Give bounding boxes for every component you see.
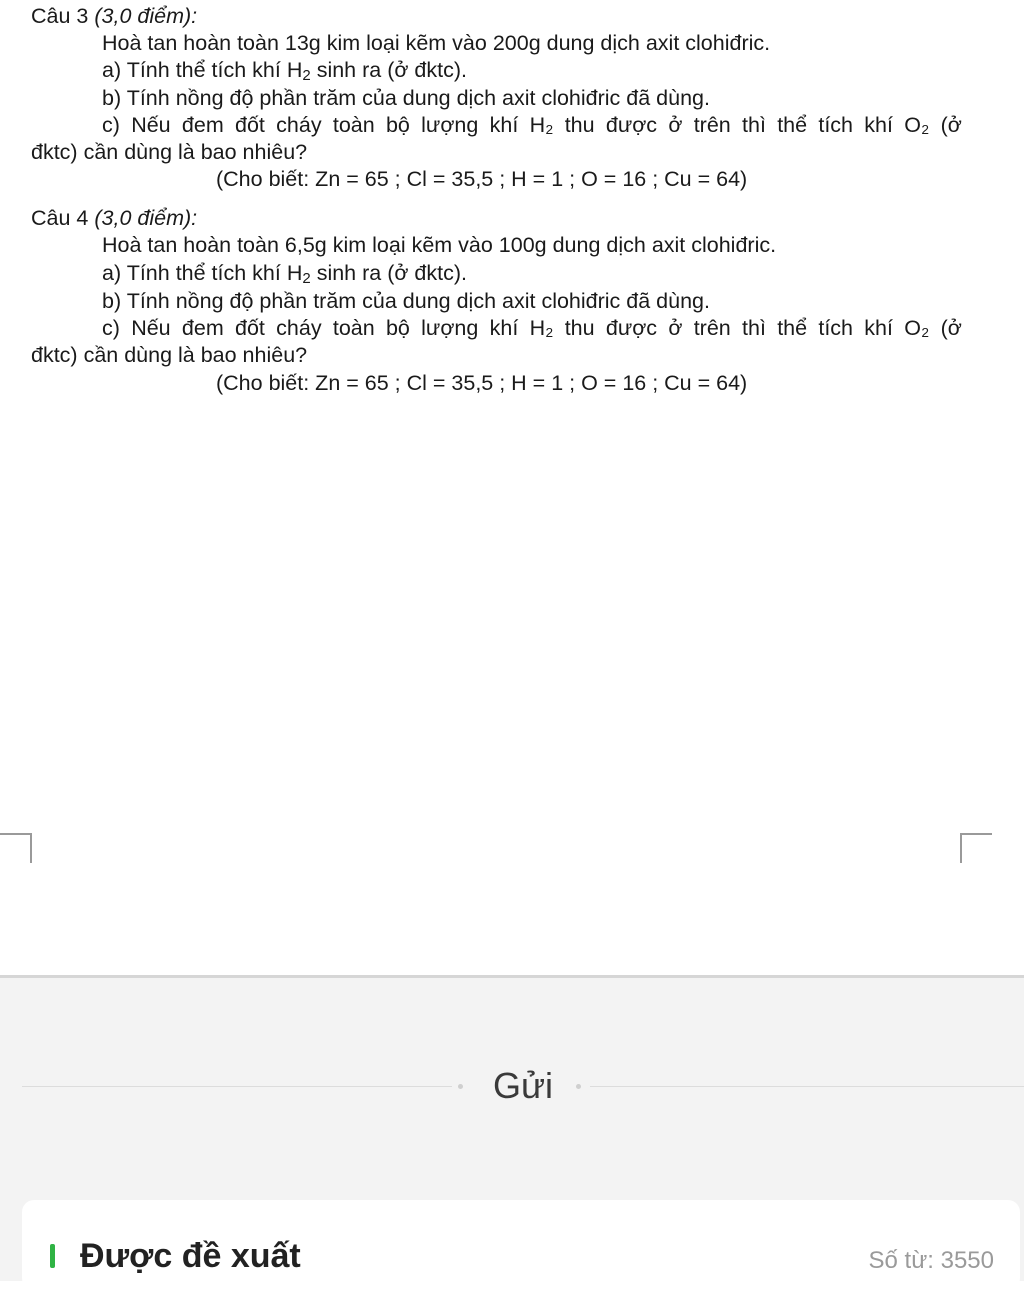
word: đốt — [235, 113, 265, 137]
word: đem — [181, 113, 224, 137]
part-a-subscript: 2 — [302, 270, 311, 287]
divider-right — [590, 1086, 1024, 1087]
question-points: (3,0 điểm): — [94, 4, 198, 28]
divider-dot-left — [458, 1084, 463, 1089]
word: đem — [181, 316, 224, 340]
send-button[interactable]: Gửi — [492, 1065, 554, 1106]
question-points: (3,0 điểm): — [94, 206, 198, 230]
part-a-text-end: sinh ra (ở đktc). — [310, 58, 467, 82]
question-4-part-a — [102, 259, 467, 287]
word: cháy — [276, 113, 322, 137]
word: thu — [564, 316, 595, 340]
crop-mark-left — [0, 833, 32, 863]
word: H₂ — [529, 316, 554, 340]
word: thể — [777, 113, 808, 137]
word: được — [605, 113, 658, 137]
divider-dot-right — [576, 1084, 581, 1089]
question-4-heading — [31, 204, 197, 232]
divider-left — [22, 1086, 452, 1087]
question-4-part-c-continued: đktc) cần dùng là bao nhiêu? — [31, 343, 308, 367]
question-3-heading — [31, 2, 197, 30]
word: Nếu — [131, 316, 171, 340]
word: đốt — [235, 316, 265, 340]
crop-mark-right — [960, 833, 992, 863]
suggested-card[interactable] — [22, 1200, 1020, 1290]
part-a-text: a) Tính thể tích khí H — [102, 261, 303, 285]
word: khí — [864, 316, 893, 340]
word: H₂ — [529, 113, 554, 137]
word: lượng — [421, 316, 479, 340]
word: (ở — [940, 113, 962, 137]
word: ở — [668, 316, 683, 340]
word: lượng — [421, 113, 479, 137]
word: tích — [818, 316, 854, 340]
word: khí — [489, 316, 519, 340]
word: cháy — [276, 316, 322, 340]
word: trên — [693, 316, 731, 340]
question-3-part-b: b) Tính nồng độ phần trăm của dung dịch axit clohiđric đã dùng. — [102, 86, 710, 110]
word: thu — [564, 113, 595, 137]
question-3-part-c — [102, 111, 962, 139]
word-count: Số từ: 3550 — [868, 1247, 994, 1274]
word: O₂ — [904, 113, 930, 137]
word: toàn — [332, 113, 375, 137]
word: thì — [742, 316, 766, 340]
part-a-text-end: sinh ra (ở đktc). — [310, 261, 467, 285]
card-title: Được đề xuất — [80, 1237, 301, 1275]
word: bộ — [385, 113, 410, 137]
question-4-intro: Hoà tan hoàn toàn 6,5g kim loại kẽm vào 100g dung dịch axit clohiđric. — [102, 233, 777, 257]
question-3-part-a — [102, 56, 467, 84]
part-a-subscript: 2 — [302, 67, 311, 84]
word: c) — [102, 113, 120, 137]
question-number: Câu 4 — [31, 206, 89, 230]
question-3-given-data: (Cho biết: Zn = 65 ; Cl = 35,5 ; H = 1 ; O = 16 ; Cu = 64) — [216, 167, 748, 191]
question-number: Câu 3 — [31, 4, 89, 28]
question-3-intro: Hoà tan hoàn toàn 13g kim loại kẽm vào 200g dung dịch axit clohiđric. — [102, 31, 771, 55]
word: khí — [489, 113, 519, 137]
action-panel — [0, 975, 1024, 1281]
word: bộ — [385, 316, 410, 340]
accent-bar — [50, 1244, 55, 1268]
word: khí — [864, 113, 893, 137]
part-a-text: a) Tính thể tích khí H — [102, 58, 303, 82]
word: (ở — [940, 316, 962, 340]
word: được — [605, 316, 658, 340]
question-3-part-c-continued: đktc) cần dùng là bao nhiêu? — [31, 140, 308, 164]
word: thì — [742, 113, 766, 137]
word: trên — [693, 113, 731, 137]
question-4-given-data: (Cho biết: Zn = 65 ; Cl = 35,5 ; H = 1 ; O = 16 ; Cu = 64) — [216, 371, 748, 395]
word: ở — [668, 113, 683, 137]
word: tích — [818, 113, 854, 137]
word: c) — [102, 316, 120, 340]
question-4-part-b: b) Tính nồng độ phần trăm của dung dịch axit clohiđric đã dùng. — [102, 289, 710, 313]
word: Nếu — [131, 113, 171, 137]
word: O₂ — [904, 316, 930, 340]
word: thể — [777, 316, 808, 340]
word: toàn — [332, 316, 375, 340]
question-4-part-c — [102, 314, 962, 342]
